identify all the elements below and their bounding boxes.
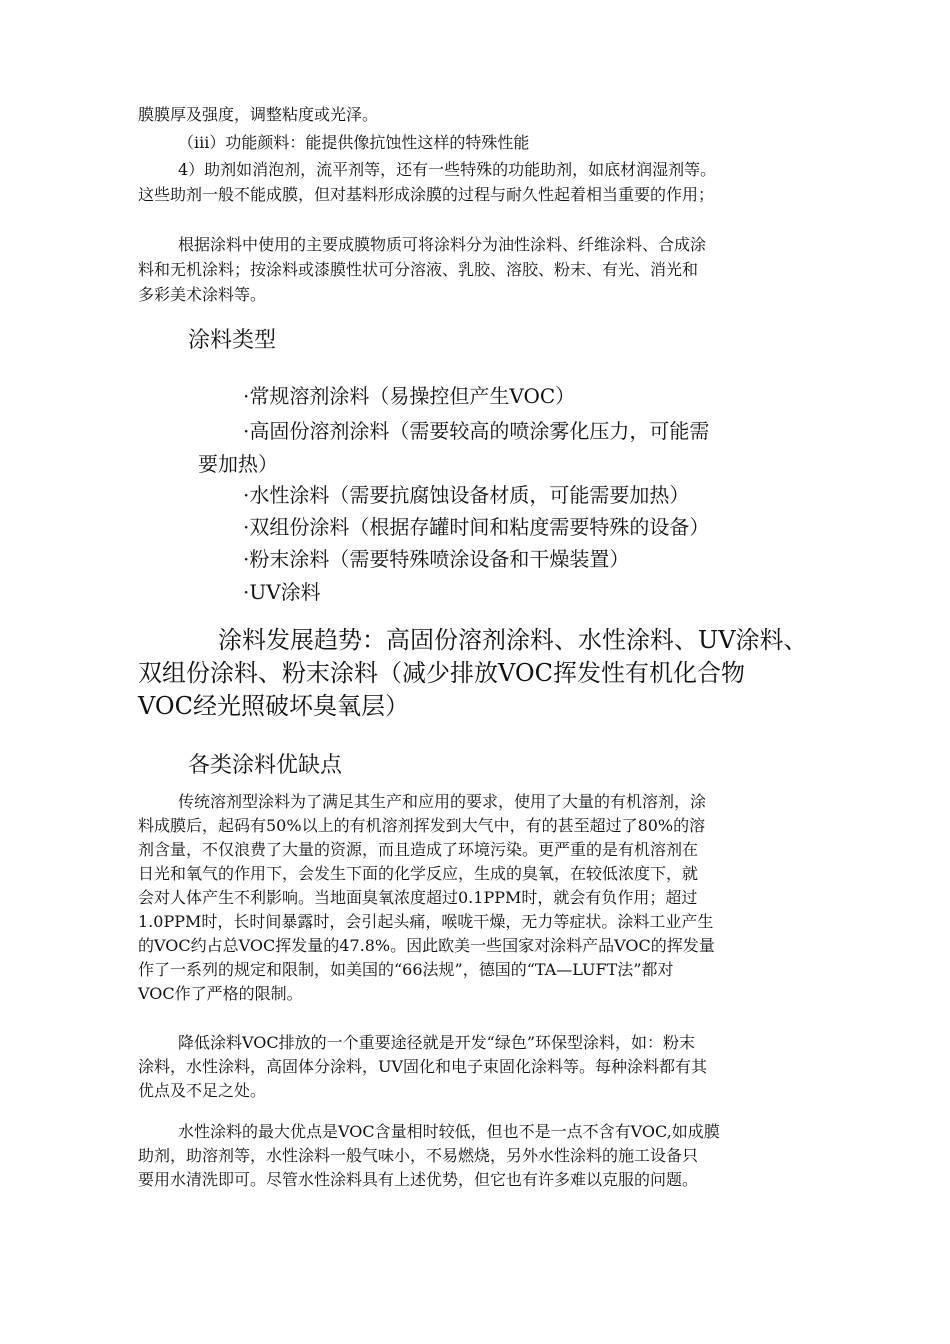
para1-line: 的VOC约占总VOC挥发量的47.8%。因此欧美一些国家对涂料产品VOC的挥发量 xyxy=(138,936,715,955)
type-item-uv: ·UV涂料 xyxy=(243,580,321,604)
classification-line-1: 根据涂料中使用的主要成膜物质可将涂料分为油性涂料、纤维涂料、合成涂 xyxy=(178,235,707,254)
para1-line: 料成膜后，起码有50%以上的有机溶剂挥发到大气中，有的甚至超过了80%的溶 xyxy=(138,816,706,835)
type-item-powder: ·粉末涂料（需要特殊喷涂设备和干燥装置） xyxy=(243,547,630,571)
intro-line-4: 这些助剂一般不能成膜，但对基料形成涂膜的过程与耐久性起着相当重要的作用； xyxy=(138,185,715,204)
para2-line: 降低涂料VOC排放的一个重要途径就是开发“绿色”环保型涂料，如：粉末 xyxy=(178,1033,695,1052)
trend-line-3: VOC经光照破坏臭氧层） xyxy=(138,692,409,720)
type-item-high-solids-cont: 要加热） xyxy=(198,452,278,476)
type-item-waterborne: ·水性涂料（需要抗腐蚀设备材质，可能需要加热） xyxy=(243,483,690,507)
para2-line: 涂料，水性涂料，高固体分涂料，UV固化和电子束固化涂料等。每种涂料都有其 xyxy=(138,1057,708,1076)
pros-cons-heading: 各类涂料优缺点 xyxy=(188,753,343,778)
para3-line: 助剂，助溶剂等，水性涂料一般气味小，不易燃烧，另外水性涂料的施工设备只 xyxy=(138,1146,699,1165)
para1-line: 会对人体产生不利影响。当地面臭氧浓度超过0.1PPM时，就会有负作用；超过 xyxy=(138,888,698,907)
trend-line-1: 涂料发展趋势：高固份溶剂涂料、水性涂料、UV涂料、 xyxy=(218,626,808,654)
classification-line-2: 料和无机涂料；按涂料或漆膜性状可分溶液、乳胶、溶胶、粉末、有光、消光和 xyxy=(138,260,699,279)
para1-line: 传统溶剂型涂料为了满足其生产和应用的要求，使用了大量的有机溶剂，涂 xyxy=(178,792,707,811)
para3-line: 要用水清洗即可。尽管水性涂料具有上述优势，但它也有许多难以克服的问题。 xyxy=(138,1170,699,1189)
intro-line-3: 4）助剂如消泡剂，流平剂等，还有一些特殊的功能助剂，如底材润湿剂等。 xyxy=(178,160,717,179)
para1-line: 日光和氧气的作用下，会发生下面的化学反应，生成的臭氧，在较低浓度下，就 xyxy=(138,864,699,883)
para2-line: 优点及不足之处。 xyxy=(138,1081,267,1100)
para1-line: 剂含量，不仅浪费了大量的资源，而且造成了环境污染。更严重的是有机溶剂在 xyxy=(138,840,699,859)
type-item-two-component: ·双组份涂料（根据存罐时间和粘度需要特殊的设备） xyxy=(243,515,710,539)
type-item-high-solids: ·高固份溶剂涂料（需要较高的喷涂雾化压力，可能需 xyxy=(243,419,710,443)
intro-line-1: 膜膜厚及强度，调整粘度或光泽。 xyxy=(138,105,379,124)
para3-line: 水性涂料的最大优点是VOC含量相时较低，但也不是一点不含有VOC,如成膜 xyxy=(178,1122,720,1141)
classification-line-3: 多彩美术涂料等。 xyxy=(138,285,267,304)
para1-line: 1.0PPM时，长时间暴露时，会引起头痛，喉咙干燥，无力等症状。涂料工业产生 xyxy=(138,912,714,931)
para1-line: VOC作了严格的限制。 xyxy=(138,984,303,1003)
types-heading: 涂料类型 xyxy=(188,328,277,353)
para1-line: 作了一系列的规定和限制，如美国的“66法规”，德国的“TA—LUFT法”都对 xyxy=(138,960,674,979)
type-item-solvent: ·常规溶剂涂料（易操控但产生VOC） xyxy=(243,384,576,408)
intro-line-2: （iii）功能颜料：能提供像抗蚀性这样的特殊性能 xyxy=(178,133,530,152)
trend-line-2: 双组份涂料、粉末涂料（减少排放VOC挥发性有机化合物 xyxy=(138,659,745,687)
